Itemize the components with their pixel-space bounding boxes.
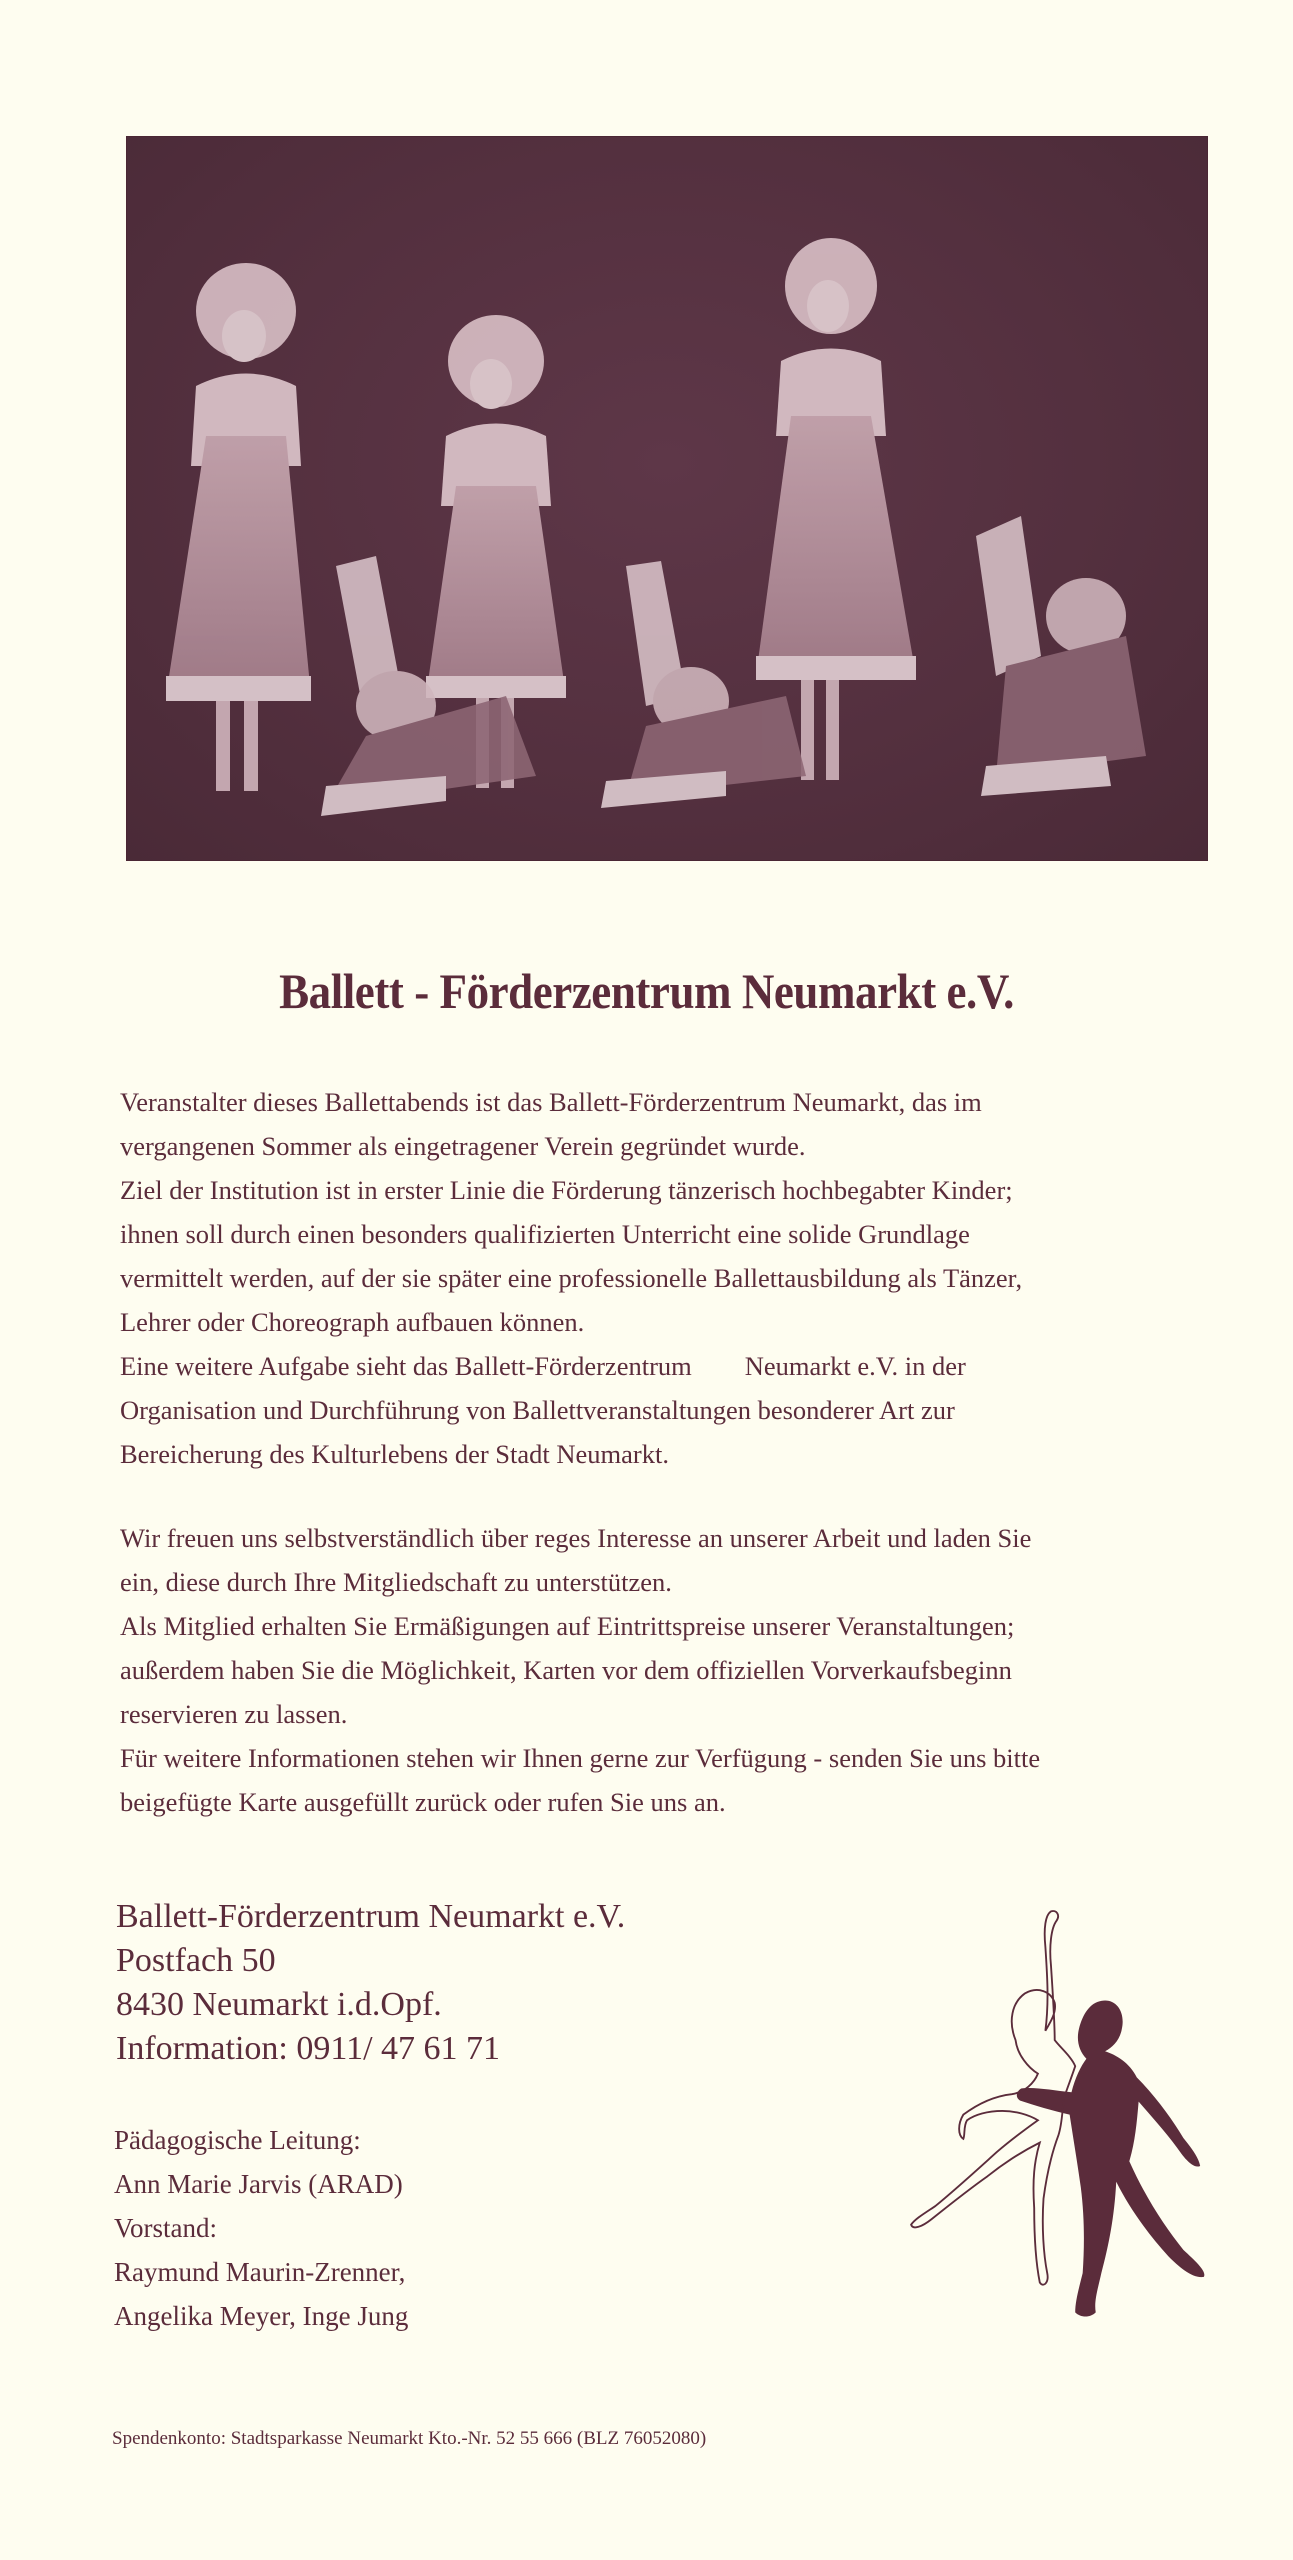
intro-paragraph — [120, 1080, 1205, 1476]
intro-line: Bereicherung des Kulturlebens der Stadt Neumarkt. — [120, 1439, 669, 1469]
address-city: 8430 Neumarkt i.d.Opf. — [116, 1986, 442, 2023]
page-title: Ballett - Förderzentrum Neumarkt e.V. — [279, 963, 1014, 1019]
ballet-dancers-icon — [885, 1885, 1230, 2335]
male-dancer-silhouette — [1017, 2001, 1205, 2317]
address-org: Ballett-Förderzentrum Neumarkt e.V. — [116, 1898, 626, 1935]
address-postbox: Postfach 50 — [116, 1942, 276, 1979]
ballet-stage-photo — [126, 136, 1208, 861]
intro-line: Organisation und Durchführung von Ballettveranstaltungen besonderer Art zur — [120, 1395, 955, 1425]
membership-line: beigefügte Karte ausgefüllt zurück oder rufen Sie uns an. — [120, 1787, 726, 1817]
dancers-illustration — [126, 136, 1208, 861]
intro-line: vermittelt werden, auf der sie später eine professionelle Ballettausbildung als Tänzer, — [120, 1263, 1023, 1293]
intro-line: ihnen soll durch einen besonders qualifizierten Unterricht eine solide Grundlage — [120, 1219, 970, 1249]
intro-line: Eine weitere Aufgabe sieht das Ballett-Förderzentrum Neumarkt e.V. in der — [120, 1351, 966, 1381]
membership-line: Wir freuen uns selbstverständlich über reges Interesse an unserer Arbeit und laden Sie — [120, 1523, 1032, 1553]
membership-line: außerdem haben Sie die Möglichkeit, Karten vor dem offiziellen Vorverkaufsbeginn — [120, 1655, 1012, 1685]
membership-line: Für weitere Informationen stehen wir Ihnen gerne zur Verfügung - senden Sie uns bitte — [120, 1743, 1041, 1773]
intro-line: Ziel der Institution ist in erster Linie die Förderung tänzerisch hochbegabter Kinder; — [120, 1175, 1013, 1205]
lead-name: Ann Marie Jarvis (ARAD) — [114, 2169, 403, 2199]
board-members: Raymund Maurin-Zrenner, — [114, 2257, 406, 2287]
staff-block — [114, 2118, 408, 2338]
intro-line: vergangenen Sommer als eingetragener Verein gegründet wurde. — [120, 1131, 806, 1161]
membership-line: ein, diese durch Ihre Mitgliedschaft zu unterstützen. — [120, 1567, 672, 1597]
male-dancer-3 — [976, 516, 1146, 796]
intro-line: Veranstalter dieses Ballettabends ist das Ballett-Förderzentrum Neumarkt, das im — [120, 1087, 982, 1117]
board-label: Vorstand: — [114, 2213, 218, 2243]
address-phone: Information: 0911/ 47 61 71 — [116, 2030, 501, 2067]
dancers-logo — [885, 1885, 1230, 2335]
board-members: Angelika Meyer, Inge Jung — [114, 2301, 409, 2331]
female-dancer-1 — [166, 263, 311, 791]
membership-line: Als Mitglied erhalten Sie Ermäßigungen auf Eintrittspreise unserer Veranstaltungen; — [120, 1611, 1015, 1641]
membership-paragraph — [120, 1516, 1205, 1824]
intro-line: Lehrer oder Choreograph aufbauen können. — [120, 1307, 585, 1337]
membership-line: reservieren zu lassen. — [120, 1699, 348, 1729]
donation-account: Spendenkonto: Stadtsparkasse Neumarkt Kto.-Nr. 52 55 666 (BLZ 76052080) — [112, 2428, 707, 2449]
address-block — [116, 1895, 625, 2071]
lead-label: Pädagogische Leitung: — [114, 2125, 361, 2155]
